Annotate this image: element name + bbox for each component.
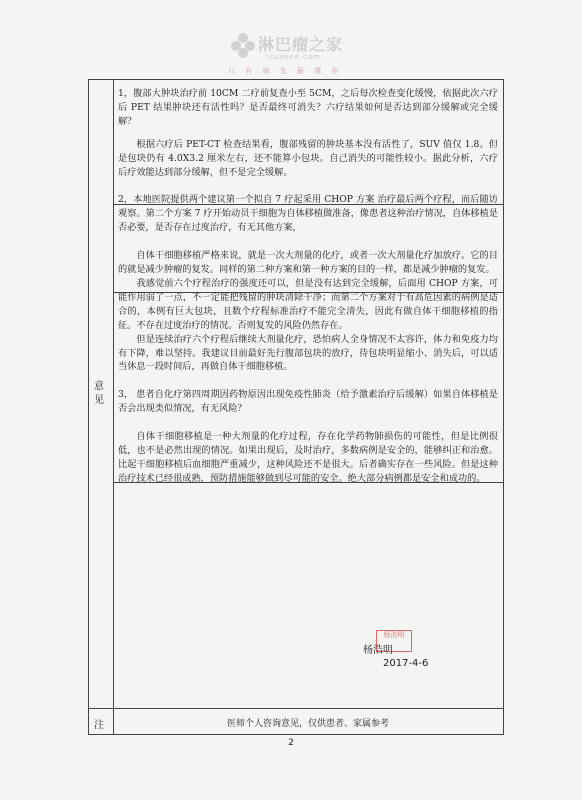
watermark-url: lcuseee.com xyxy=(266,53,321,61)
question-2: 2，本地医院提供两个建议第一个拟自 7 疗起采用 CHOP 方案 治疗最后两个疗程，而后随访观察。第二个方案 7 疗开始动员干细胞为自体移植做准备，像患者这种治疗情况，自体移植是否必要，是否存在过度治疗，有无其他方案， xyxy=(118,194,498,234)
answer-1: 根据六疗后 PET-CT 检查结果看，腹部残留的肿块基本没有活性了，SUV 值仅 1.8。但是包块仍有 4.0X3.2 厘米左右，还不能算小包块。自己消失的可能性较小。据此分析，六疗后疗效能达到部分缓解，但不是完全缓解。 xyxy=(118,138,498,178)
disclaimer-note: 医师个人咨询意见，仅供患者、家属参考 xyxy=(226,719,389,729)
consultation-form xyxy=(88,79,504,735)
answer-2-part-2: 我感觉前六个疗程治疗的强度还可以，但是没有达到完全缓解，后面用 CHOP 方案，可能作用弱了一点，不一定能把残留的肿块清除干净；而第二个方案对于有高危因素的病例是适合的，本例有巨大包块，且数个疗程标准治疗不能完全清失，因此有做自体干细胞移植的指征。不存在过度治疗的情况。否则复发的风险仍然存在。 xyxy=(118,277,498,331)
doctor-signature: 杨浩明 xyxy=(363,645,393,656)
answer-3: 自体干细胞移植是一种大剂量的化疗过程，存在化学药物肺损伤的可能性，但是比例很低，也不是必然出现的情况。如果出现后，及时治疗，多数病例是安全的，能够纠正和治愈。比起干细胞移植后血细胞严重减少，这种风险还不是很大。后者确实存在一些风险。但是这种治疗技术已经很成熟，预防措施能够做到尽可能的安全。绝大部分病例都是安全和成功的。 xyxy=(118,431,498,484)
note-row-divider xyxy=(89,708,503,709)
opinion-content xyxy=(118,87,498,495)
watermark-slogan: 只 有 病 友 最 懂 你 xyxy=(228,67,343,75)
note-label: 注 xyxy=(94,720,104,731)
answer-2-part-3: 但是连续治疗六个疗程后继续大剂量化疗，恐怕病人全身情况不太容许，体力和免疫力均有下降，难以坚持。我建议目前最好先行腹部包块的放疗，待包块明显缩小、消失后，可以适当休息一段时间后，再做自体干细胞移植。 xyxy=(118,333,498,373)
seal-text: 杨浩明 xyxy=(383,631,405,639)
watermark-title: 淋巴瘤之家 xyxy=(258,35,344,54)
answer-2-part-1: 自体干细胞移植严格来说，就是一次大剂量的化疗，或者一次大剂量化疗加放疗。它的目的就是减少肿瘤的复发。同样的第二种方案和第一种方案的目的一样，都是减少肿瘤的复发。 xyxy=(118,250,498,276)
page-number: 2 xyxy=(288,738,294,748)
opinion-label: 意见 xyxy=(94,381,104,406)
question-1: 1，腹部大肿块治疗前 10CM 二疗前复查小至 5CM，之后每次检查变化缓慢，依据此次六疗后 PET 结果肿块还有活性吗？是否最终可消失？六疗结果如何是否达到部分缓解或完全缓解？ xyxy=(118,88,498,127)
signature-date: 2017-4-6 xyxy=(383,658,429,669)
question-3: 3， 患者自化疗第四周期因药物原因出现免疫性肺炎（给予激素治疗后缓解）如果自体移植是否会出现类似情况，有无风险？ xyxy=(118,389,498,415)
watermark xyxy=(228,30,368,78)
watermark-logo-icon xyxy=(228,30,258,60)
